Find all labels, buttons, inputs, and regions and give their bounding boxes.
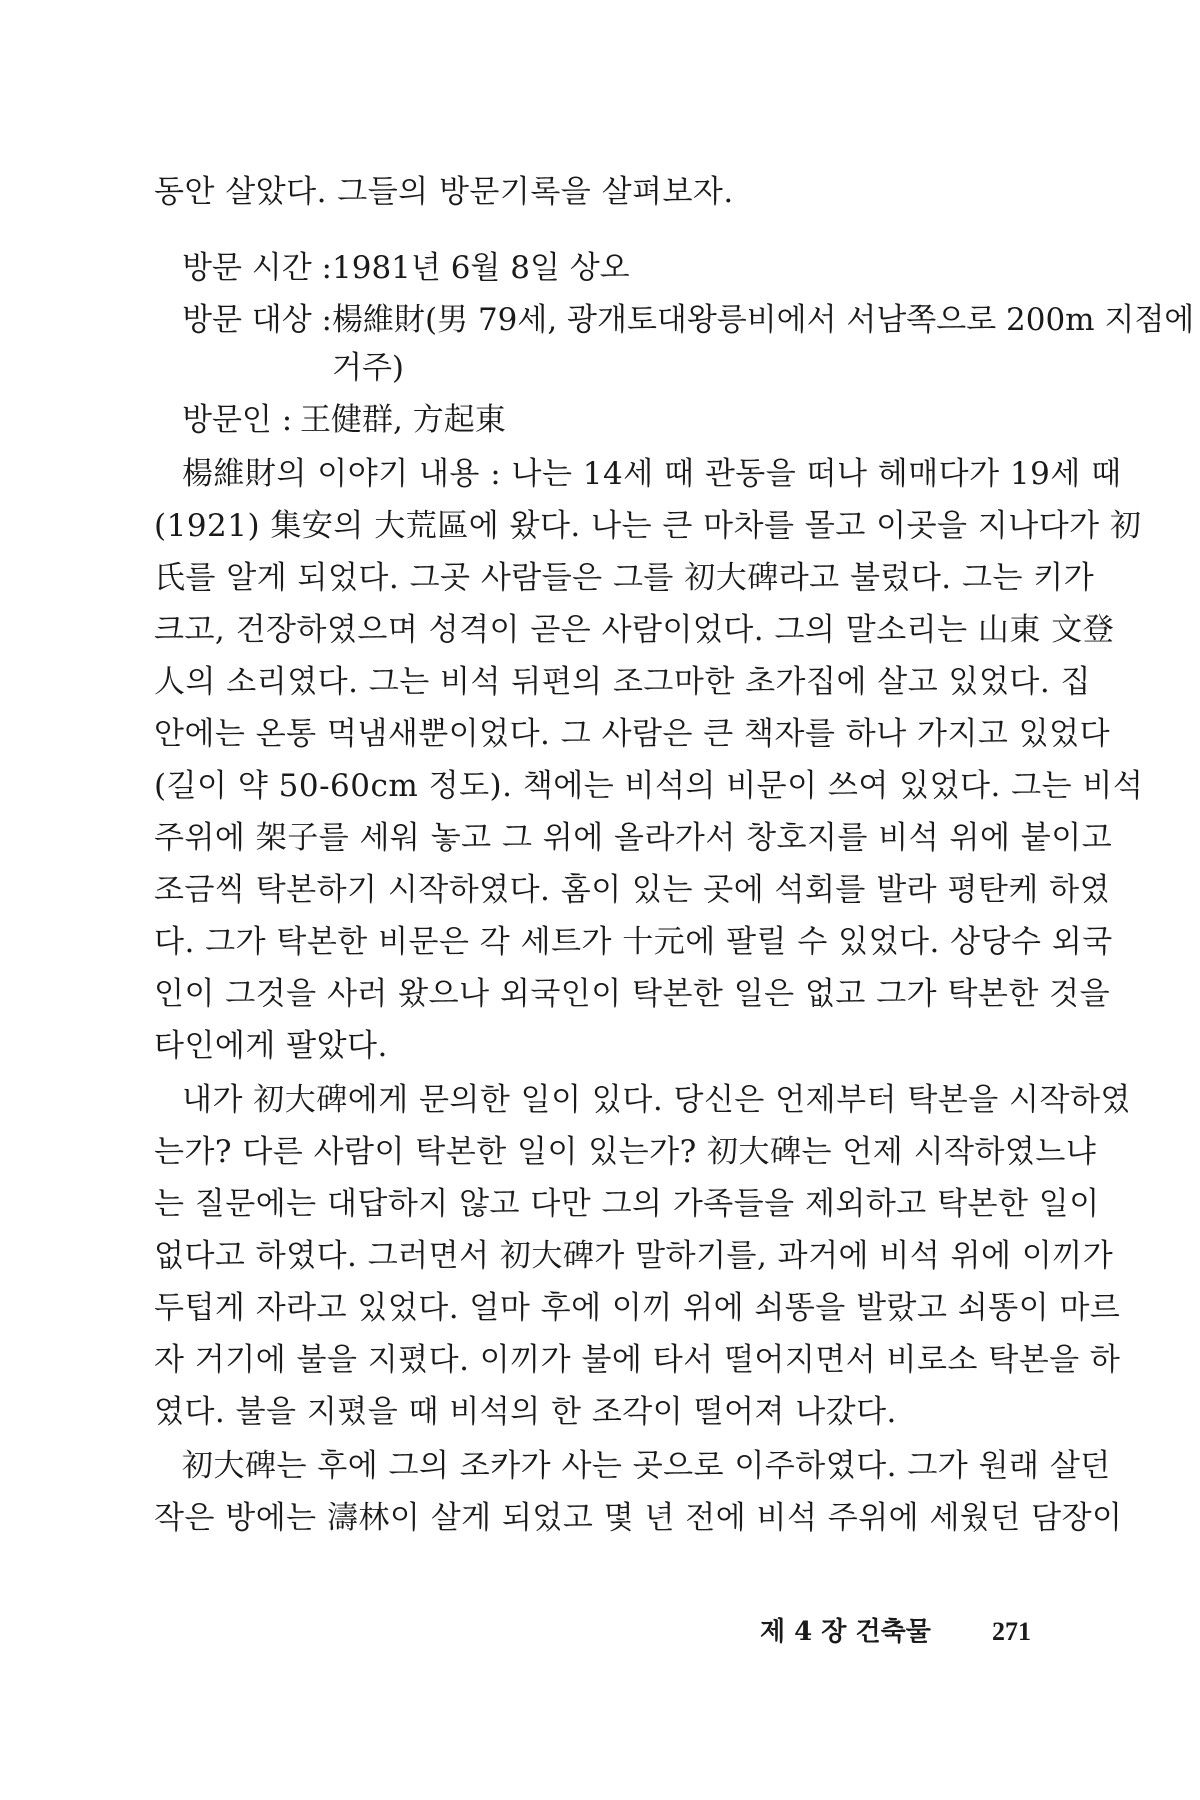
paragraph-line: 楊維財의 이야기 내용 : 나는 14세 때 관동을 떠나 헤매다가 19세 때 <box>182 456 1122 492</box>
paragraph-line: 두텁게 자라고 있었다. 얼마 후에 이끼 위에 쇠똥을 발랐고 쇠똥이 마르 <box>154 1290 1121 1326</box>
paragraph-line: 인이 그것을 사러 왔으나 외국인이 탁본한 일은 없고 그가 탁본한 것을 <box>154 976 1111 1012</box>
visitors-value: 王健群, 方起東 <box>300 402 506 438</box>
paragraph-line: 였다. 불을 지폈을 때 비석의 한 조각이 떨어져 나갔다. <box>154 1394 897 1430</box>
visitors-label: 방문인 : <box>182 402 293 438</box>
paragraph-line: 初大碑는 후에 그의 조카가 사는 곳으로 이주하였다. 그가 원래 살던 <box>182 1448 1111 1484</box>
paragraph-line: 작은 방에는 濤林이 살게 되었고 몇 년 전에 비석 주위에 세웠던 담장이 <box>154 1500 1123 1536</box>
paragraph-line: 없다고 하였다. 그러면서 初大碑가 말하기를, 과거에 비석 위에 이끼가 <box>154 1238 1114 1274</box>
paragraph-line: 는가? 다른 사람이 탁본한 일이 있는가? 初大碑는 언제 시작하였느냐 <box>154 1134 1097 1170</box>
chapter-title: 제 4 장 건축물 <box>760 1617 931 1647</box>
visit-time-label: 방문 시간 : <box>182 250 332 286</box>
visit-subject-value-line2: 거주) <box>332 350 404 386</box>
paragraph-line: 타인에게 팔았다. <box>154 1028 388 1064</box>
paragraph-line: 안에는 온통 먹냄새뿐이었다. 그 사람은 큰 책자를 하나 가지고 있었다 <box>154 716 1111 752</box>
paragraph-line: (1921) 集安의 大荒區에 왔다. 나는 큰 마차를 몰고 이곳을 지나다가 初 <box>154 508 1142 544</box>
paragraph-line: 주위에 架子를 세워 놓고 그 위에 올라가서 창호지를 비석 위에 붙이고 <box>154 820 1113 856</box>
paragraph-line: 내가 初大碑에게 문의한 일이 있다. 당신은 언제부터 탁본을 시작하였 <box>182 1082 1131 1118</box>
intro-line: 동안 살았다. 그들의 방문기록을 살펴보자. <box>154 174 734 210</box>
paragraph-line: 조금씩 탁본하기 시작하였다. 홈이 있는 곳에 석회를 발라 평탄케 하였 <box>154 872 1111 908</box>
paragraph-line: (길이 약 50-60cm 정도). 책에는 비석의 비문이 쓰여 있었다. 그는 비석 <box>154 768 1144 804</box>
page-number: 271 <box>992 1617 1031 1646</box>
paragraph-line: 자 거기에 불을 지폈다. 이끼가 불에 타서 떨어지면서 비로소 탁본을 하 <box>154 1342 1121 1378</box>
paragraph-line: 다. 그가 탁본한 비문은 각 세트가 十元에 팔릴 수 있었다. 상당수 외국 <box>154 924 1113 960</box>
paragraph-line: 氏를 알게 되었다. 그곳 사람들은 그를 初大碑라고 불렀다. 그는 키가 <box>154 560 1095 596</box>
visit-time-value: 1981년 6월 8일 상오 <box>332 250 630 286</box>
paragraph-line: 人의 소리였다. 그는 비석 뒤편의 조그마한 초가집에 살고 있었다. 집 <box>154 664 1091 700</box>
visit-subject-value-line1: 楊維財(男 79세, 광개토대왕릉비에서 서남쪽으로 200m 지점에 <box>332 302 1195 338</box>
paragraph-line: 는 질문에는 대답하지 않고 다만 그의 가족들을 제외하고 탁본한 일이 <box>154 1186 1100 1222</box>
visit-subject-label: 방문 대상 : <box>182 302 332 338</box>
paragraph-line: 크고, 건장하였으며 성격이 곧은 사람이었다. 그의 말소리는 山東 文登 <box>154 612 1115 648</box>
